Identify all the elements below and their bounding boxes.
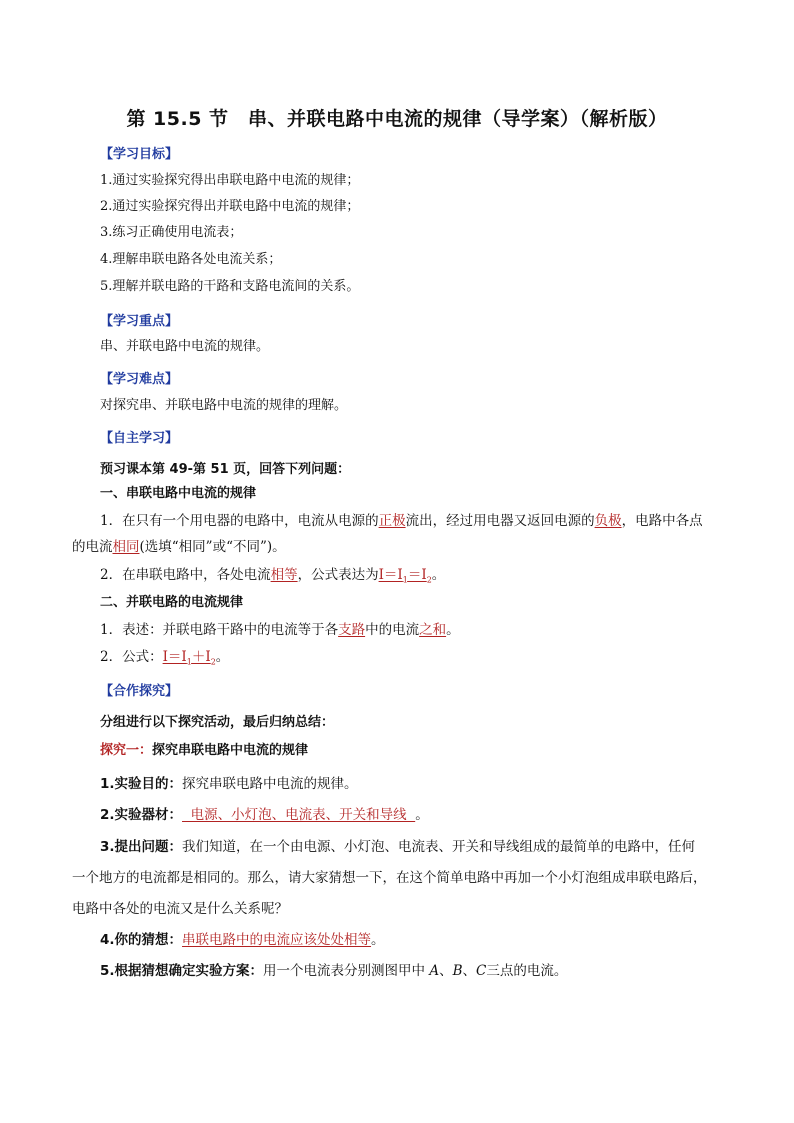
section2-title: 二、并联电路的电流规律 [100, 595, 244, 610]
difficulties-text: 对探究串、并联电路中电流的规律的理解。 [100, 398, 348, 413]
explore1-equipment: 2.实验器材： 电源、小灯泡、电流表、开关和导线 。 [100, 807, 429, 823]
formula-answer: $I=I_1+I_2$ [162, 649, 216, 667]
answer-blank: 正极 [378, 513, 406, 529]
goals-heading: 【学习目标】 [100, 147, 179, 162]
key-points-heading: 【学习重点】 [100, 314, 179, 329]
formula-answer: $I=I_1=I_2$ [378, 567, 432, 585]
answer-blank: 相同 [112, 539, 140, 555]
explore1-question-line2: 一个地方的电流都是相同的。那么，请大家猜想一下，在这个简单电路中再加一个小灯泡组成串联电路后， [72, 870, 707, 886]
key-points-text: 串、并联电路中电流的规律。 [100, 339, 270, 354]
self-study-heading: 【自主学习】 [100, 431, 179, 446]
explore1-plan: 5.根据猜想确定实验方案：用一个电流表分别测图甲中 A、B、C三点的电流。 [100, 963, 568, 979]
difficulties-heading: 【学习难点】 [100, 372, 179, 387]
explore1-guess: 4.你的猜想：串联电路中的电流应该处处相等。 [100, 932, 385, 948]
goal-item: 2.通过实验探究得出并联电路中电流的规律； [100, 199, 360, 214]
explore1-title: 探究一：探究串联电路中电流的规律 [100, 743, 309, 758]
explore1-question-line1: 3.提出问题：我们知道，在一个由电源、小灯泡、电流表、开关和导线组成的最简单的电路中，任何 [100, 839, 696, 855]
section2-q1: 1．表述：并联电路干路中的电流等于各支路中的电流之和。 [100, 622, 460, 638]
section1-q1-line2: 的电流相同(选填“相同”或“不同”)。 [72, 539, 286, 555]
answer-blank: 串联电路中的电流应该处处相等 [182, 932, 372, 948]
goal-item: 5.理解并联电路的干路和支路电流间的关系。 [100, 279, 360, 294]
explore1-question-line3: 电路中各处的电流又是什么关系呢？ [72, 901, 288, 917]
self-study-intro: 预习课本第 49-第 51 页，回答下列问题： [100, 462, 351, 477]
answer-blank: 电源、小灯泡、电流表、开关和导线 [182, 807, 416, 823]
page-title: 第 15.5 节 串、并联电路中电流的规律（导学案）（解析版） [126, 108, 668, 130]
goal-item: 4.理解串联电路各处电流关系； [100, 252, 282, 267]
answer-blank: 相等 [270, 567, 298, 583]
goal-item: 3.练习正确使用电流表； [100, 225, 243, 240]
section2-q2: 2．公式：$I=I_1+I_2$。 [100, 649, 230, 667]
goal-item: 1.通过实验探究得出串联电路中电流的规律； [100, 173, 360, 188]
cooperation-heading: 【合作探究】 [100, 684, 179, 699]
section1-q2: 2．在串联电路中，各处电流相等，公式表达为$I=I_1=I_2$。 [100, 567, 446, 585]
answer-blank: 之和 [419, 622, 447, 638]
section1-title: 一、串联电路中电流的规律 [100, 486, 257, 501]
cooperation-intro: 分组进行以下探究活动，最后归纳总结： [100, 715, 335, 730]
explore1-purpose: 1.实验目的：探究串联电路中电流的规律。 [100, 776, 358, 792]
answer-blank: 支路 [338, 622, 366, 638]
section1-q1-line1: 1．在只有一个用电器的电路中，电流从电源的正极流出，经过用电器又返回电源的负极，电路中各点 [100, 513, 703, 529]
explore1-label: 探究一： [100, 743, 153, 758]
answer-blank: 负极 [594, 513, 622, 529]
